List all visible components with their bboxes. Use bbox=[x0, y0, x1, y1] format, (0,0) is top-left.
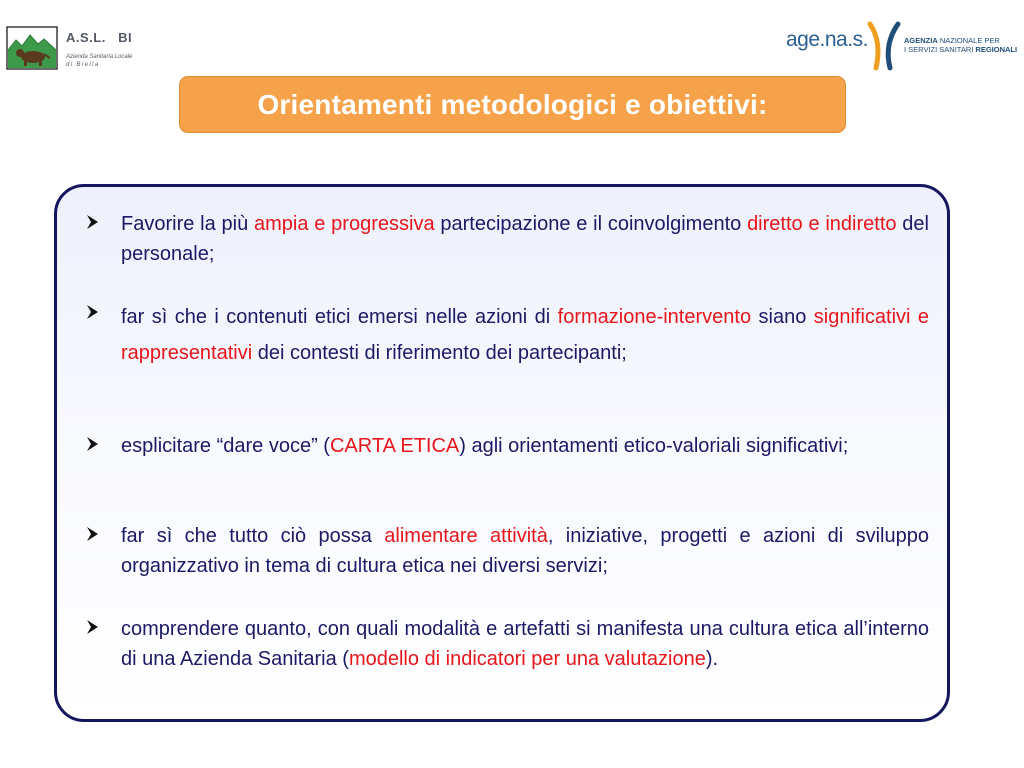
asl-biella-logo bbox=[6, 26, 186, 86]
asl-logo-subtitle: Azienda Sanitaria Locale bbox=[66, 54, 133, 60]
content-panel bbox=[54, 184, 950, 722]
list-item: esplicitare “dare voce” (CARTA ETICA) agli orientamenti etico-valoriali significativi; bbox=[121, 431, 929, 461]
asl-bear-emblem-icon bbox=[6, 26, 58, 70]
arrowhead-icon bbox=[85, 299, 99, 323]
arrowhead-icon bbox=[85, 431, 99, 455]
highlight-text: alimentare attività bbox=[384, 525, 548, 547]
agenas-wordmark: age.na.s. bbox=[786, 28, 868, 51]
asl-logo-title: A.S.L. BI bbox=[66, 30, 133, 45]
highlight-text: CARTA ETICA bbox=[329, 435, 460, 457]
arrowhead-icon bbox=[85, 209, 99, 233]
highlight-text: significativi e rappresentativi bbox=[121, 306, 929, 364]
highlight-text: diretto e indiretto bbox=[747, 213, 897, 235]
highlight-text: ampia e progressiva bbox=[254, 213, 435, 235]
agenas-x-mark-icon bbox=[866, 20, 902, 72]
arrowhead-icon bbox=[85, 614, 99, 638]
arrowhead-icon bbox=[85, 521, 99, 545]
highlight-text: formazione-intervento bbox=[557, 306, 752, 328]
list-item: Favorire la più ampia e progressiva partecipazione e il coinvolgimento diretto e indiretto del personale; bbox=[121, 209, 929, 269]
agenas-tagline: AGENZIA NAZIONALE PER I SERVIZI SANITARI REGIONALI bbox=[904, 36, 1018, 54]
slide-title-banner bbox=[179, 76, 846, 133]
highlight-text: modello di indicatori per una valutazione bbox=[348, 648, 706, 670]
agenas-logo bbox=[780, 20, 1024, 76]
list-item: comprendere quanto, con quali modalità e artefatti si manifesta una cultura etica all’interno di una Azienda Sanitaria (modello di indicatori per una valutazione). bbox=[121, 614, 929, 674]
list-item: far sì che tutto ciò possa alimentare attività, iniziative, progetti e azioni di sviluppo organizzativo in tema di cultura etica nei diversi servizi; bbox=[121, 521, 929, 581]
slide-title: Orientamenti metodologici e obiettivi: bbox=[257, 88, 768, 120]
asl-logo-city: di Biella bbox=[66, 62, 100, 68]
list-item: far sì che i contenuti etici emersi nelle azioni di formazione-intervento siano significativi e rappresentativi dei contesti di riferimento dei partecipanti; bbox=[121, 299, 929, 371]
